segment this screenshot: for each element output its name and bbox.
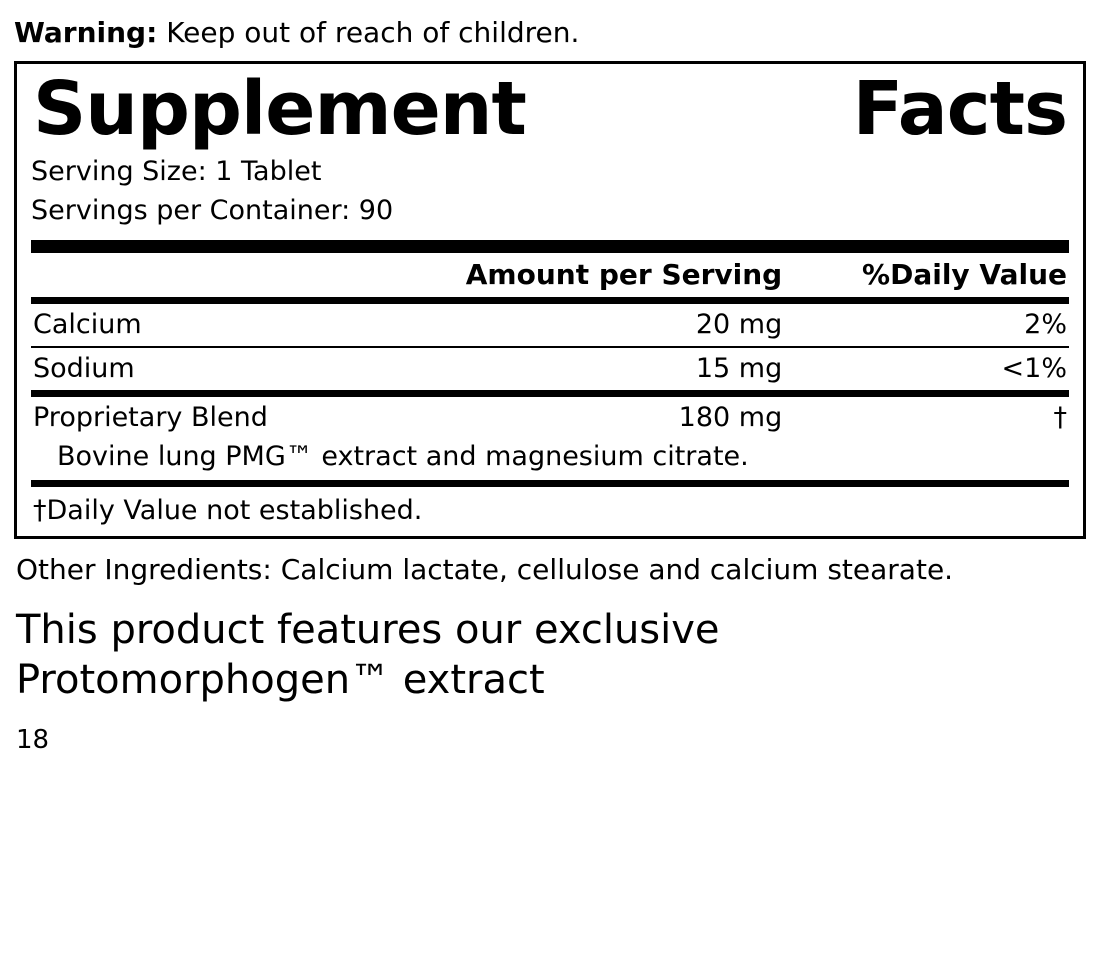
feature-line-1: This product features our exclusive — [16, 606, 720, 653]
blend-row — [31, 397, 1069, 439]
nutrient-amount: 20 mg — [446, 304, 830, 347]
header-amount-per-serving: Amount per Serving — [465, 257, 783, 291]
blend-description: Bovine lung PMG™ extract and magnesium citrate. — [57, 440, 749, 472]
serving-info — [31, 153, 1069, 236]
nutrient-rows — [31, 304, 1069, 390]
nutrient-amount: 15 mg — [695, 352, 783, 384]
feature-text — [14, 587, 1086, 705]
serving-size: Serving Size: 1 Tablet — [31, 156, 322, 188]
nutrient-name: Calcium — [31, 304, 446, 347]
table-header-row — [31, 253, 1069, 297]
blend-amount: 180 mg — [678, 401, 783, 433]
table-row — [31, 397, 1069, 439]
warning-text: Keep out of reach of children. — [157, 16, 580, 49]
other-ingredients: Other Ingredients: Calcium lactate, cellulose and calcium stearate. — [16, 552, 954, 586]
table-row — [31, 347, 1069, 390]
rule-under-header — [31, 297, 1069, 304]
rule-below-blend — [31, 480, 1069, 487]
warning-line — [14, 0, 1086, 61]
page-number: 18 — [16, 724, 50, 755]
supplement-facts-panel — [14, 61, 1086, 539]
panel-title — [31, 65, 1069, 153]
nutrient-daily-value: <1% — [1001, 352, 1067, 384]
blend-name: Proprietary Blend — [33, 401, 268, 433]
header-daily-value: %Daily Value — [862, 257, 1067, 291]
nutrient-name: Sodium — [33, 352, 135, 384]
panel-title-supplement: Supplement — [33, 65, 526, 152]
servings-per-container: Servings per Container: 90 — [31, 194, 394, 226]
table-row — [31, 304, 1069, 347]
rule-above-blend — [31, 390, 1069, 397]
feature-line-2: Protomorphogen™ extract — [16, 656, 545, 703]
daily-value-footnote: †Daily Value not established. — [33, 494, 423, 526]
blend-daily-value: † — [1053, 401, 1067, 433]
rule-thick-top — [31, 240, 1069, 253]
nutrition-table — [31, 253, 1069, 297]
header-blank — [31, 253, 446, 297]
warning-label: Warning: — [14, 16, 158, 49]
panel-title-facts: Facts — [852, 65, 1067, 152]
nutrient-daily-value: 2% — [830, 304, 1069, 347]
